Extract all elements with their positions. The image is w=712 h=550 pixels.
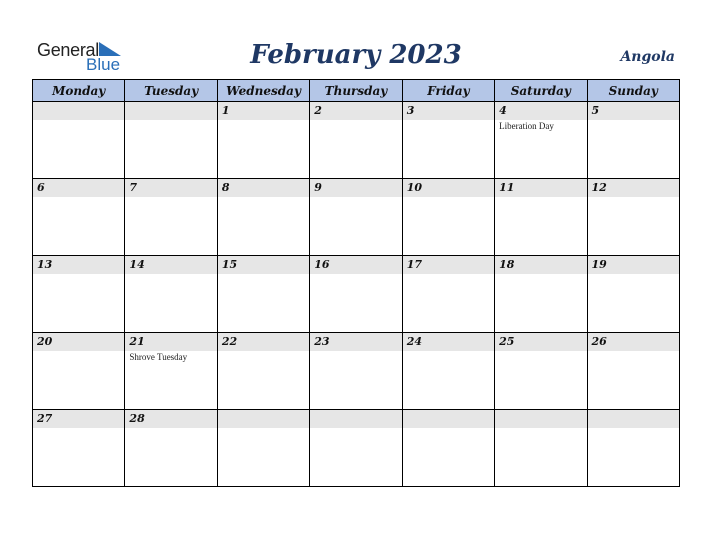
calendar-week-row	[33, 410, 680, 487]
weekday-header: Friday	[402, 80, 494, 102]
day-number-band	[218, 333, 309, 351]
day-number: 20	[37, 335, 53, 348]
day-number-band	[495, 333, 586, 351]
day-number-band	[403, 410, 494, 428]
day-number: 23	[314, 335, 330, 348]
day-number-band	[310, 410, 401, 428]
day-number-band	[310, 333, 401, 351]
day-cell	[402, 179, 494, 256]
day-cell	[217, 256, 309, 333]
day-number-band	[495, 179, 586, 197]
day-number: 15	[221, 258, 238, 271]
day-number-band	[33, 256, 124, 274]
day-number-band	[495, 102, 586, 120]
day-number: 17	[406, 258, 422, 271]
day-cell	[402, 102, 494, 179]
day-number: 24	[406, 335, 422, 348]
day-number-band	[33, 179, 124, 197]
day-number-band	[310, 179, 401, 197]
day-cell	[587, 102, 679, 179]
day-number: 18	[499, 258, 515, 271]
page-title: February 2023	[250, 40, 462, 70]
day-number: 16	[314, 258, 330, 271]
day-number: 8	[221, 181, 230, 194]
day-number-band	[33, 333, 124, 351]
weekday-header: Sunday	[587, 80, 679, 102]
day-cell	[125, 410, 217, 487]
country-label: Angola	[620, 49, 675, 65]
day-number-band	[588, 102, 679, 120]
day-number: 22	[221, 335, 238, 348]
day-number-band	[403, 102, 494, 120]
day-cell	[310, 333, 402, 410]
day-number-band	[588, 179, 679, 197]
day-cell	[402, 333, 494, 410]
day-cell	[217, 410, 309, 487]
day-number-band	[588, 410, 679, 428]
day-cell	[587, 333, 679, 410]
day-number: 13	[37, 258, 53, 271]
day-number: 4	[499, 104, 507, 117]
day-number-band	[218, 256, 309, 274]
day-number: 10	[406, 181, 422, 194]
day-cell	[33, 179, 125, 256]
day-number-band	[310, 256, 401, 274]
day-number: 27	[37, 412, 53, 425]
day-number: 6	[37, 181, 45, 194]
day-number: 9	[314, 181, 322, 194]
day-cell	[33, 256, 125, 333]
day-number: 11	[499, 181, 515, 194]
day-number: 2	[314, 104, 322, 117]
day-number-band	[125, 102, 216, 120]
day-cell	[587, 410, 679, 487]
day-number: 28	[129, 412, 145, 425]
day-number-band	[588, 333, 679, 351]
day-cell	[125, 256, 217, 333]
calendar-week-row	[33, 333, 680, 410]
day-number-band	[125, 333, 216, 351]
day-cell	[495, 333, 587, 410]
day-cell	[125, 333, 217, 410]
day-number: 3	[406, 104, 415, 117]
weekday-header: Wednesday	[217, 80, 309, 102]
day-cell	[125, 179, 217, 256]
day-number: 5	[591, 104, 600, 117]
calendar-week-row	[33, 102, 680, 179]
weekday-header: Saturday	[495, 80, 587, 102]
day-number-band	[125, 410, 216, 428]
day-cell	[587, 256, 679, 333]
day-cell	[402, 410, 494, 487]
holiday-label: Shrove Tuesday	[129, 352, 188, 362]
day-cell	[310, 256, 402, 333]
day-number-band	[310, 102, 401, 120]
day-cell	[587, 179, 679, 256]
day-number-band	[125, 256, 216, 274]
calendar-week-row	[33, 256, 680, 333]
day-cell	[33, 333, 125, 410]
day-cell	[33, 102, 125, 179]
weekday-header: Monday	[33, 80, 125, 102]
day-number-band	[403, 256, 494, 274]
day-cell	[495, 102, 587, 179]
day-cell	[33, 410, 125, 487]
day-number: 21	[129, 335, 145, 348]
day-cell	[495, 256, 587, 333]
day-number-band	[218, 102, 309, 120]
weekday-header: Thursday	[310, 80, 402, 102]
day-number-band	[495, 410, 586, 428]
holiday-label: Liberation Day	[499, 121, 554, 131]
day-cell	[217, 179, 309, 256]
day-number: 12	[591, 181, 607, 194]
logo-blue-text: Blue	[86, 55, 121, 74]
day-number: 26	[591, 335, 607, 348]
day-cell	[217, 102, 309, 179]
day-cell	[310, 102, 402, 179]
day-cell	[217, 333, 309, 410]
day-number: 25	[499, 335, 515, 348]
day-number-band	[495, 256, 586, 274]
weekday-header-row	[33, 80, 680, 102]
day-cell	[125, 102, 217, 179]
day-number: 7	[129, 181, 138, 194]
day-number-band	[403, 333, 494, 351]
day-number-band	[125, 179, 216, 197]
day-number-band	[33, 410, 124, 428]
day-cell	[402, 256, 494, 333]
day-cell	[495, 410, 587, 487]
day-number: 1	[221, 104, 230, 117]
calendar-grid	[32, 79, 680, 487]
day-number-band	[403, 179, 494, 197]
day-number-band	[588, 256, 679, 274]
day-cell	[495, 179, 587, 256]
day-number: 14	[129, 258, 145, 271]
day-cell	[310, 179, 402, 256]
logo-general-text: General	[37, 40, 99, 60]
day-cell	[310, 410, 402, 487]
weekday-header: Tuesday	[125, 80, 217, 102]
day-number-band	[33, 102, 124, 120]
day-number-band	[218, 410, 309, 428]
day-number: 19	[591, 258, 607, 271]
day-number-band	[218, 179, 309, 197]
calendar-week-row	[33, 179, 680, 256]
